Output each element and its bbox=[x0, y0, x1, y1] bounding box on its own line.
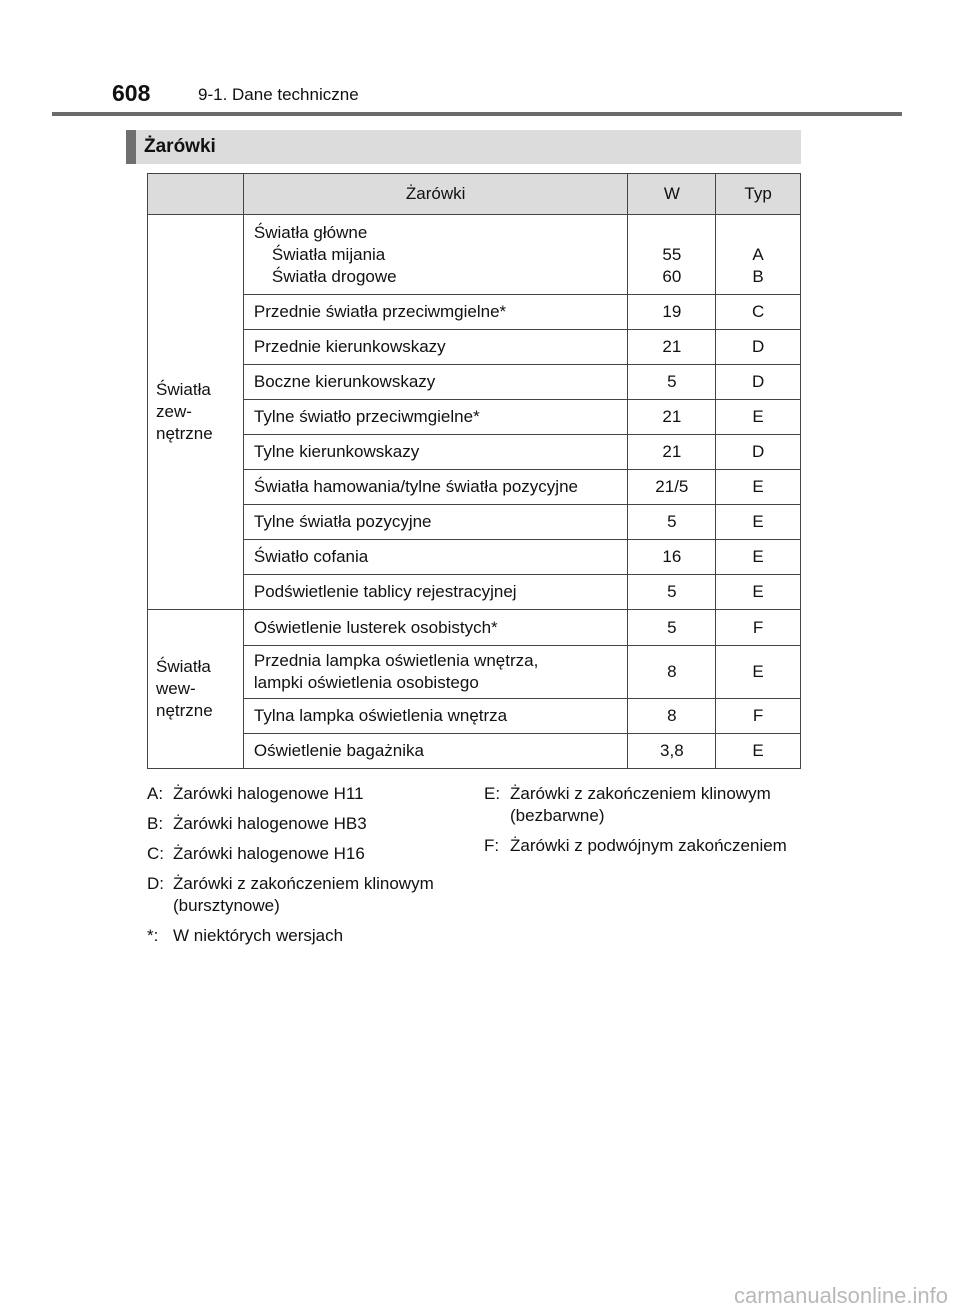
table-row bbox=[148, 575, 801, 610]
type-value: A bbox=[752, 244, 764, 264]
section-title-marker bbox=[126, 130, 136, 164]
legend-key: C: bbox=[147, 844, 164, 863]
watts-cell bbox=[628, 505, 716, 540]
legend-note bbox=[484, 835, 804, 857]
type-value: E bbox=[752, 662, 764, 681]
type-value: F bbox=[752, 617, 764, 637]
table-row bbox=[148, 295, 801, 330]
section-title: Żarówki bbox=[144, 136, 216, 157]
bulb-name-cell bbox=[243, 575, 628, 610]
type-value: E bbox=[752, 477, 764, 496]
watts-value: 8 bbox=[667, 706, 677, 725]
bulb-name: Światła mijania bbox=[271, 244, 386, 264]
watts-cell bbox=[628, 215, 716, 295]
watts-cell bbox=[628, 734, 716, 769]
type-value: C bbox=[751, 302, 765, 321]
watts-value: 5 bbox=[667, 617, 677, 637]
bulb-name: Tylne światło przeciwmgielne* bbox=[253, 407, 480, 426]
table-row bbox=[148, 505, 801, 540]
bulb-name-cell bbox=[243, 505, 628, 540]
footer-watermark: carmanualsonline.info bbox=[733, 1283, 948, 1308]
watts-value: 21 bbox=[662, 442, 682, 461]
bulb-name: Przednie kierunkowskazy bbox=[253, 337, 446, 356]
type-value: B bbox=[752, 266, 764, 286]
header-rule bbox=[52, 112, 902, 116]
bulb-name-cell bbox=[243, 540, 628, 575]
type-cell bbox=[716, 734, 801, 769]
legend-text: W niektórych wersjach bbox=[173, 926, 344, 945]
legend-text: Żarówki z zakończeniem klinowym (bursztynowe) bbox=[173, 874, 434, 915]
watts-cell bbox=[628, 365, 716, 400]
watts-value: 8 bbox=[667, 662, 677, 681]
legend-key: A: bbox=[147, 784, 164, 803]
bulb-name: Tylne światła pozycyjne bbox=[253, 512, 432, 531]
type-cell bbox=[716, 295, 801, 330]
watts-cell bbox=[628, 646, 716, 699]
table-body bbox=[148, 215, 801, 769]
table-header-row bbox=[148, 174, 801, 215]
type-value: F bbox=[752, 706, 764, 725]
table-row bbox=[148, 610, 801, 646]
type-cell bbox=[716, 435, 801, 470]
legend-note bbox=[484, 783, 804, 827]
bulb-name: Oświetlenie bagażnika bbox=[253, 741, 424, 760]
table-row bbox=[148, 330, 801, 365]
bulbs-table bbox=[147, 173, 801, 769]
legend-text: Żarówki halogenowe H11 bbox=[173, 784, 364, 803]
type-cell bbox=[716, 470, 801, 505]
bulb-name-cell bbox=[243, 646, 628, 699]
watts-cell bbox=[628, 575, 716, 610]
legend-note bbox=[147, 925, 467, 947]
watts-value: 5 bbox=[667, 582, 677, 601]
header-type: Typ bbox=[716, 174, 801, 215]
legend-note bbox=[147, 843, 467, 865]
table-row bbox=[148, 365, 801, 400]
table-row bbox=[148, 699, 801, 734]
bulb-name-cell bbox=[243, 734, 628, 769]
legend-text: Żarówki halogenowe HB3 bbox=[173, 814, 367, 833]
type-cell bbox=[716, 505, 801, 540]
type-value bbox=[716, 222, 800, 244]
watts-value: 55 bbox=[662, 244, 682, 264]
watts-cell bbox=[628, 470, 716, 505]
notes-left bbox=[147, 783, 467, 955]
type-value: E bbox=[752, 547, 764, 566]
bulb-name-cell bbox=[243, 295, 628, 330]
legend-key: *: bbox=[147, 926, 159, 945]
bulb-name: Tylna lampka oświetlenia wnętrza bbox=[253, 706, 508, 725]
legend-text: Żarówki z podwójnym zakończeniem bbox=[510, 836, 787, 855]
watts-value: 5 bbox=[667, 512, 677, 531]
table-row bbox=[148, 435, 801, 470]
bulb-name: Przednia lampka oświetlenia wnętrza, bbox=[253, 651, 539, 670]
watts-cell bbox=[628, 540, 716, 575]
bulb-name: Światła drogowe bbox=[271, 266, 397, 286]
watts-value: 21 bbox=[662, 337, 682, 356]
bulb-name-cell bbox=[243, 215, 628, 295]
bulb-name-cell bbox=[243, 610, 628, 646]
watts-value: 5 bbox=[667, 372, 677, 391]
type-value: D bbox=[751, 442, 765, 461]
group-label: Światła wew- nętrzne bbox=[148, 610, 244, 769]
type-cell bbox=[716, 699, 801, 734]
bulb-name: Światła hamowania/tylne światła pozycyjne bbox=[253, 477, 578, 496]
bulb-name: lampki oświetlenia osobistego bbox=[253, 673, 479, 692]
table-row bbox=[148, 646, 801, 699]
group-label: Światła zew- nętrzne bbox=[148, 215, 244, 610]
type-value: E bbox=[752, 582, 764, 601]
legend-key: F: bbox=[484, 836, 500, 855]
legend-note bbox=[147, 783, 467, 805]
legend-key: E: bbox=[484, 784, 501, 803]
legend-key: B: bbox=[147, 814, 164, 833]
table-row bbox=[148, 470, 801, 505]
watts-cell bbox=[628, 699, 716, 734]
watts-value: 19 bbox=[662, 302, 682, 321]
table-row bbox=[148, 215, 801, 295]
type-cell bbox=[716, 365, 801, 400]
legend-text: Żarówki halogenowe H16 bbox=[173, 844, 365, 863]
watts-cell bbox=[628, 400, 716, 435]
bulb-name: Światło cofania bbox=[253, 547, 369, 566]
bulb-name-cell bbox=[243, 470, 628, 505]
bulb-name-cell bbox=[243, 400, 628, 435]
watts-value: 3,8 bbox=[660, 741, 684, 760]
type-value: D bbox=[751, 372, 765, 391]
legend-text: Żarówki z zakończeniem klinowym (bezbarwne) bbox=[510, 784, 771, 825]
watts-value: 16 bbox=[662, 547, 682, 566]
legend-note bbox=[147, 813, 467, 835]
type-value: E bbox=[752, 512, 764, 531]
type-cell bbox=[716, 400, 801, 435]
watts-cell bbox=[628, 610, 716, 646]
bulb-name-cell bbox=[243, 699, 628, 734]
legend-note bbox=[147, 873, 467, 917]
section-heading: 9-1. Dane techniczne bbox=[198, 85, 359, 104]
header-bulbs: Żarówki bbox=[243, 174, 628, 215]
type-value: D bbox=[751, 337, 765, 356]
bulb-name: Przednie światła przeciwmgielne* bbox=[253, 302, 507, 321]
bulb-name: Oświetlenie lusterek osobistych* bbox=[253, 617, 498, 637]
header-watts: W bbox=[628, 174, 716, 215]
bulb-name-cell bbox=[243, 435, 628, 470]
notes-right bbox=[484, 783, 804, 865]
type-cell bbox=[716, 540, 801, 575]
table-row bbox=[148, 400, 801, 435]
section-title-bar bbox=[126, 130, 801, 164]
watts-cell bbox=[628, 435, 716, 470]
header-group bbox=[148, 174, 244, 215]
watts-cell bbox=[628, 295, 716, 330]
type-cell bbox=[716, 610, 801, 646]
type-cell bbox=[716, 575, 801, 610]
watts-cell bbox=[628, 330, 716, 365]
page-number: 608 bbox=[112, 80, 151, 106]
type-cell bbox=[716, 215, 801, 295]
type-value: E bbox=[752, 407, 764, 426]
bulb-name-cell bbox=[243, 330, 628, 365]
type-value: E bbox=[752, 741, 764, 760]
watts-value: 21 bbox=[662, 407, 682, 426]
bulb-name: Światła główne bbox=[253, 222, 368, 242]
type-cell bbox=[716, 646, 801, 699]
legend-key: D: bbox=[147, 874, 164, 893]
type-cell bbox=[716, 330, 801, 365]
table-row bbox=[148, 734, 801, 769]
bulb-name-cell bbox=[243, 365, 628, 400]
watts-value bbox=[628, 222, 715, 244]
table-row bbox=[148, 540, 801, 575]
watts-value: 21/5 bbox=[655, 477, 689, 496]
bulb-name: Podświetlenie tablicy rejestracyjnej bbox=[253, 582, 517, 601]
bulb-name: Boczne kierunkowskazy bbox=[253, 372, 436, 391]
watts-value: 60 bbox=[662, 266, 682, 286]
bulb-name: Tylne kierunkowskazy bbox=[253, 442, 420, 461]
